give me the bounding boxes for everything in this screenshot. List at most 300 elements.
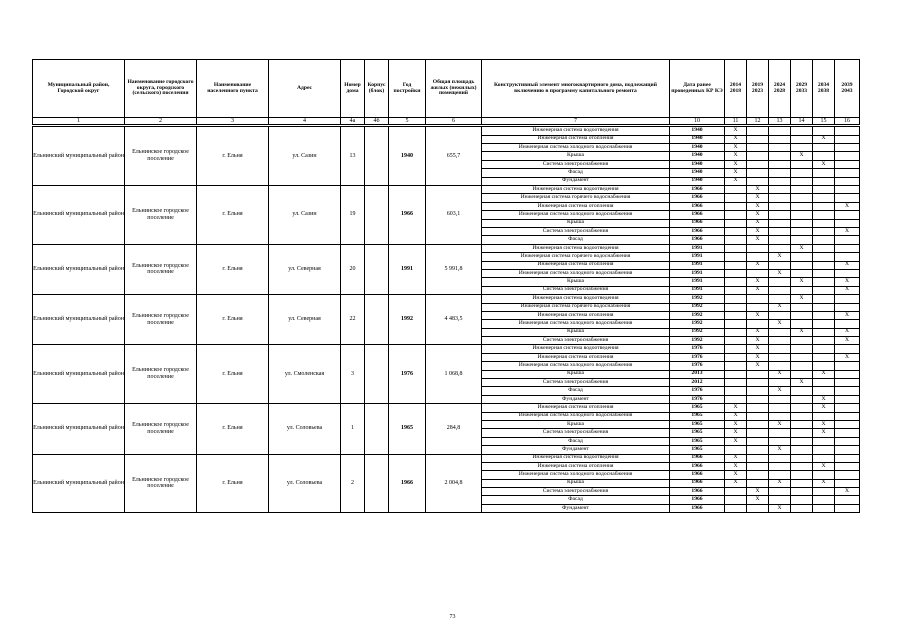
column-number: 16 [835, 118, 860, 125]
element-name-cell: Инженерная система горячего водоснабжения [482, 194, 670, 202]
period-mark-cell [813, 454, 835, 462]
period-mark-cell: X [791, 152, 813, 160]
period-mark-cell [835, 379, 860, 387]
period-mark-cell [791, 387, 813, 395]
period-mark-cell [813, 202, 835, 210]
column-number: 4 [269, 118, 341, 125]
period-mark-cell [769, 337, 791, 345]
header-locality: Наименование населенного пункта [197, 60, 269, 118]
period-mark-cell [813, 236, 835, 244]
period-mark-cell [725, 496, 747, 504]
period-mark-cell [813, 227, 835, 235]
area-cell: 5 991,8 [426, 244, 482, 294]
period-mark-cell [747, 437, 769, 445]
element-name-cell: Фасад [482, 387, 670, 395]
period-mark-cell [813, 186, 835, 194]
period-mark-cell [791, 370, 813, 378]
period-mark-cell [747, 370, 769, 378]
period-mark-cell [725, 303, 747, 311]
locality-cell: г. Ельня [197, 244, 269, 294]
period-mark-cell: X [769, 253, 791, 261]
period-mark-cell [835, 404, 860, 412]
period-mark-cell: X [791, 278, 813, 286]
period-mark-cell [835, 152, 860, 160]
element-name-cell: Инженерная система водоотведения [482, 454, 670, 462]
district-cell: Ельнинский муниципальный район [33, 186, 125, 245]
period-mark-cell [725, 345, 747, 353]
period-mark-cell [813, 253, 835, 261]
element-name-cell: Инженерная система горячего водоснабжения [482, 303, 670, 311]
prev-repair-date-cell: 1966 [670, 488, 725, 496]
period-mark-cell: X [813, 462, 835, 470]
prev-repair-date-cell: 1991 [670, 269, 725, 277]
element-name-cell: Инженерная система отопления [482, 202, 670, 210]
period-mark-cell [725, 353, 747, 361]
prev-repair-date-cell: 1965 [670, 412, 725, 420]
prev-repair-date-cell: 1966 [670, 211, 725, 219]
block-cell [365, 345, 389, 404]
period-mark-cell [791, 311, 813, 319]
period-mark-cell [769, 429, 791, 437]
period-mark-cell [769, 236, 791, 244]
period-mark-cell [835, 194, 860, 202]
column-number: 13 [769, 118, 791, 125]
header-period-2019: 2019 2023 [747, 60, 769, 118]
column-number: 2 [125, 118, 197, 125]
period-mark-cell [747, 320, 769, 328]
element-name-cell: Инженерная система водоотведения [482, 295, 670, 303]
header-area: Общая площадь жилых (нежилых) помещений [426, 60, 482, 118]
period-mark-cell [747, 152, 769, 160]
period-mark-cell [769, 295, 791, 303]
prev-repair-date-cell: 1966 [670, 462, 725, 470]
construction-year-cell: 1966 [389, 454, 426, 513]
header-period-2024: 2024 2028 [769, 60, 791, 118]
period-mark-cell [813, 244, 835, 252]
period-mark-cell [835, 177, 860, 185]
period-mark-cell [813, 127, 835, 135]
block-cell [365, 295, 389, 345]
prev-repair-date-cell: 1965 [670, 429, 725, 437]
period-mark-cell [769, 311, 791, 319]
element-name-cell: Система электроснабжения [482, 379, 670, 387]
header-period-2014: 2014 2018 [725, 60, 747, 118]
prev-repair-date-cell: 1992 [670, 303, 725, 311]
period-mark-cell [813, 219, 835, 227]
period-mark-cell: X [835, 328, 860, 336]
prev-repair-date-cell: 1965 [670, 437, 725, 445]
page-number: 73 [449, 614, 456, 620]
prev-repair-date-cell: 1991 [670, 253, 725, 261]
period-mark-cell [813, 278, 835, 286]
period-mark-cell [791, 202, 813, 210]
period-mark-cell: X [791, 295, 813, 303]
prev-repair-date-cell: 1940 [670, 177, 725, 185]
house-number-cell: 1 [341, 404, 365, 454]
period-mark-cell: X [725, 412, 747, 420]
element-name-cell: Инженерная система отопления [482, 404, 670, 412]
table-row [33, 345, 860, 353]
block-cell [365, 404, 389, 454]
column-number: 3 [197, 118, 269, 125]
period-mark-cell: X [725, 462, 747, 470]
period-mark-cell [769, 169, 791, 177]
period-mark-cell [791, 429, 813, 437]
period-mark-cell [769, 328, 791, 336]
prev-repair-date-cell: 1966 [670, 202, 725, 210]
period-mark-cell [791, 395, 813, 403]
column-number: 4а [341, 118, 365, 125]
period-mark-cell [835, 244, 860, 252]
period-mark-cell [725, 211, 747, 219]
period-mark-cell [791, 412, 813, 420]
period-mark-cell [813, 295, 835, 303]
period-mark-cell [791, 236, 813, 244]
period-mark-cell: X [835, 337, 860, 345]
element-name-cell: Фундамент [482, 177, 670, 185]
period-mark-cell [791, 303, 813, 311]
period-mark-cell [813, 471, 835, 479]
period-mark-cell [725, 370, 747, 378]
locality-cell: г. Ельня [197, 295, 269, 345]
period-mark-cell [813, 152, 835, 160]
period-mark-cell [813, 488, 835, 496]
construction-year-cell: 1966 [389, 186, 426, 245]
element-name-cell: Фасад [482, 437, 670, 445]
header-row [33, 60, 860, 118]
period-mark-cell [835, 127, 860, 135]
period-mark-cell: X [725, 127, 747, 135]
period-mark-cell [835, 320, 860, 328]
period-mark-cell [835, 446, 860, 454]
block-cell [365, 244, 389, 294]
period-mark-cell [791, 269, 813, 277]
element-name-cell: Инженерная система водоотведения [482, 127, 670, 135]
period-mark-cell [725, 278, 747, 286]
period-mark-cell [747, 454, 769, 462]
prev-repair-date-cell: 1966 [670, 186, 725, 194]
period-mark-cell [813, 303, 835, 311]
period-mark-cell [813, 353, 835, 361]
period-mark-cell [813, 311, 835, 319]
header-block: Корпус (блок) [365, 60, 389, 118]
prev-repair-date-cell: 1976 [670, 387, 725, 395]
period-mark-cell [813, 144, 835, 152]
locality-cell: г. Ельня [197, 186, 269, 245]
construction-year-cell: 1965 [389, 404, 426, 454]
period-mark-cell [791, 337, 813, 345]
period-mark-cell [725, 311, 747, 319]
period-mark-cell [835, 437, 860, 445]
period-mark-cell [791, 169, 813, 177]
prev-repair-date-cell: 1965 [670, 420, 725, 428]
period-mark-cell: X [747, 328, 769, 336]
period-mark-cell [747, 395, 769, 403]
period-mark-cell [791, 160, 813, 168]
period-mark-cell: X [747, 236, 769, 244]
block-cell [365, 454, 389, 513]
period-mark-cell [813, 412, 835, 420]
period-mark-cell: X [747, 202, 769, 210]
period-mark-cell [747, 303, 769, 311]
period-mark-cell [813, 387, 835, 395]
prev-repair-date-cell: 1966 [670, 479, 725, 487]
element-name-cell: Инженерная система водоотведения [482, 186, 670, 194]
period-mark-cell [747, 429, 769, 437]
period-mark-cell: X [813, 404, 835, 412]
header-settlement-type: Наименование городского округа, городского (сельского) поселения [125, 60, 197, 118]
period-mark-cell: X [747, 337, 769, 345]
period-mark-cell [725, 244, 747, 252]
period-mark-cell [725, 446, 747, 454]
column-number: 11 [725, 118, 747, 125]
period-mark-cell [725, 261, 747, 269]
element-name-cell: Фасад [482, 496, 670, 504]
period-mark-cell [725, 362, 747, 370]
element-name-cell: Крыша [482, 370, 670, 378]
period-mark-cell [791, 404, 813, 412]
element-name-cell: Инженерная система отопления [482, 462, 670, 470]
period-mark-cell [835, 454, 860, 462]
period-mark-cell [835, 479, 860, 487]
period-mark-cell [791, 353, 813, 361]
period-mark-cell [791, 504, 813, 512]
locality-cell: г. Ельня [197, 127, 269, 186]
period-mark-cell: X [835, 278, 860, 286]
district-cell: Ельнинский муниципальный район [33, 404, 125, 454]
period-mark-cell [835, 370, 860, 378]
street-cell: ул. Смоленская [269, 345, 341, 404]
period-mark-cell: X [813, 160, 835, 168]
period-mark-cell [835, 504, 860, 512]
period-mark-cell [725, 320, 747, 328]
settlement-cell: Ельнинское городское поселение [125, 345, 197, 404]
period-mark-cell: X [813, 135, 835, 143]
period-mark-cell [769, 152, 791, 160]
period-mark-cell [791, 253, 813, 261]
period-mark-cell [769, 471, 791, 479]
period-mark-cell [747, 253, 769, 261]
period-mark-cell: X [725, 471, 747, 479]
area-cell: 655,7 [426, 127, 482, 186]
prev-repair-date-cell: 1991 [670, 278, 725, 286]
period-mark-cell [725, 202, 747, 210]
header-house: Номер дома [341, 60, 365, 118]
period-mark-cell: X [769, 504, 791, 512]
locality-cell: г. Ельня [197, 404, 269, 454]
table-row [33, 295, 860, 303]
period-mark-cell [835, 219, 860, 227]
prev-repair-date-cell: 1991 [670, 286, 725, 294]
street-cell: ул. Северная [269, 295, 341, 345]
period-mark-cell [791, 177, 813, 185]
prev-repair-date-cell: 1992 [670, 311, 725, 319]
period-mark-cell [835, 303, 860, 311]
period-mark-cell [791, 186, 813, 194]
period-mark-cell [769, 186, 791, 194]
house-number-cell: 20 [341, 244, 365, 294]
period-mark-cell [813, 269, 835, 277]
period-mark-cell [725, 186, 747, 194]
period-mark-cell [835, 236, 860, 244]
period-mark-cell [769, 395, 791, 403]
element-name-cell: Инженерная система холодного водоснабжения [482, 144, 670, 152]
period-mark-cell: X [835, 227, 860, 235]
element-name-cell: Система электроснабжения [482, 286, 670, 294]
period-mark-cell [835, 420, 860, 428]
period-mark-cell: X [835, 286, 860, 294]
period-mark-cell [769, 278, 791, 286]
table-body [33, 118, 860, 513]
prev-repair-date-cell: 1940 [670, 160, 725, 168]
column-number: 6 [426, 118, 482, 125]
period-mark-cell: X [747, 311, 769, 319]
column-number: 1 [33, 118, 125, 125]
prev-repair-date-cell: 1940 [670, 135, 725, 143]
period-mark-cell [835, 362, 860, 370]
area-cell: 603,1 [426, 186, 482, 245]
prev-repair-date-cell: 1940 [670, 144, 725, 152]
period-mark-cell: X [747, 488, 769, 496]
prev-repair-date-cell: 1991 [670, 261, 725, 269]
house-number-cell: 13 [341, 127, 365, 186]
period-mark-cell: X [769, 370, 791, 378]
period-mark-cell: X [835, 261, 860, 269]
table-row [33, 127, 860, 135]
district-cell: Ельнинский муниципальный район [33, 295, 125, 345]
period-mark-cell [813, 362, 835, 370]
period-mark-cell: X [813, 479, 835, 487]
period-mark-cell [791, 194, 813, 202]
area-cell: 4 483,5 [426, 295, 482, 345]
period-mark-cell [747, 160, 769, 168]
period-mark-cell: X [791, 379, 813, 387]
element-name-cell: Инженерная система водоотведения [482, 345, 670, 353]
period-mark-cell [791, 211, 813, 219]
settlement-cell: Ельнинское городское поселение [125, 454, 197, 513]
period-mark-cell [791, 479, 813, 487]
area-cell: 1 068,8 [426, 345, 482, 404]
element-name-cell: Инженерная система отопления [482, 261, 670, 269]
element-name-cell: Инженерная система холодного водоснабжения [482, 362, 670, 370]
period-mark-cell [725, 253, 747, 261]
period-mark-cell: X [747, 211, 769, 219]
period-mark-cell [813, 496, 835, 504]
period-mark-cell: X [725, 169, 747, 177]
period-mark-cell [747, 144, 769, 152]
period-mark-cell [791, 219, 813, 227]
period-mark-cell [791, 320, 813, 328]
prev-repair-date-cell: 1966 [670, 219, 725, 227]
period-mark-cell [769, 227, 791, 235]
element-name-cell: Крыша [482, 328, 670, 336]
construction-year-cell: 1940 [389, 127, 426, 186]
period-mark-cell [725, 387, 747, 395]
period-mark-cell: X [747, 227, 769, 235]
period-mark-cell [769, 160, 791, 168]
period-mark-cell [769, 286, 791, 294]
period-mark-cell [813, 379, 835, 387]
period-mark-cell: X [769, 420, 791, 428]
period-mark-cell [747, 169, 769, 177]
period-mark-cell [835, 295, 860, 303]
period-mark-cell [769, 261, 791, 269]
period-mark-cell [813, 169, 835, 177]
house-number-cell: 2 [341, 454, 365, 513]
period-mark-cell: X [725, 429, 747, 437]
period-mark-cell [747, 177, 769, 185]
period-mark-cell [769, 496, 791, 504]
period-mark-cell: X [747, 261, 769, 269]
settlement-cell: Ельнинское городское поселение [125, 186, 197, 245]
district-cell: Ельнинский муниципальный район [33, 244, 125, 294]
period-mark-cell [791, 286, 813, 294]
period-mark-cell [835, 412, 860, 420]
prev-repair-date-cell: 1966 [670, 454, 725, 462]
capital-repair-table [32, 59, 860, 513]
street-cell: ул. Северная [269, 244, 341, 294]
column-number: 4б [365, 118, 389, 125]
period-mark-cell [769, 454, 791, 462]
period-mark-cell: X [813, 420, 835, 428]
element-name-cell: Фундамент [482, 446, 670, 454]
period-mark-cell [725, 337, 747, 345]
header-period-2039: 2039 2043 [835, 60, 860, 118]
period-mark-cell [791, 437, 813, 445]
period-mark-cell [791, 446, 813, 454]
period-mark-cell: X [769, 320, 791, 328]
period-mark-cell [813, 345, 835, 353]
table-row [33, 244, 860, 252]
element-name-cell: Инженерная система холодного водоснабжения [482, 269, 670, 277]
period-mark-cell [835, 471, 860, 479]
period-mark-cell [813, 177, 835, 185]
prev-repair-date-cell: 1966 [670, 236, 725, 244]
period-mark-cell [725, 395, 747, 403]
prev-repair-date-cell: 1976 [670, 395, 725, 403]
period-mark-cell [835, 345, 860, 353]
period-mark-cell [791, 420, 813, 428]
period-mark-cell [835, 144, 860, 152]
period-mark-cell [725, 219, 747, 227]
element-name-cell: Крыша [482, 152, 670, 160]
prev-repair-date-cell: 1966 [670, 194, 725, 202]
period-mark-cell: X [835, 488, 860, 496]
locality-cell: г. Ельня [197, 345, 269, 404]
element-name-cell: Крыша [482, 420, 670, 428]
element-name-cell: Инженерная система водоотведения [482, 244, 670, 252]
period-mark-cell [791, 454, 813, 462]
period-mark-cell [725, 227, 747, 235]
area-cell: 284,8 [426, 404, 482, 454]
prev-repair-date-cell: 1965 [670, 446, 725, 454]
area-cell: 2 004,8 [426, 454, 482, 513]
column-number: 7 [482, 118, 670, 125]
period-mark-cell [725, 488, 747, 496]
element-name-cell: Система электроснабжения [482, 429, 670, 437]
period-mark-cell: X [769, 479, 791, 487]
period-mark-cell: X [791, 328, 813, 336]
prev-repair-date-cell: 1965 [670, 404, 725, 412]
period-mark-cell [835, 160, 860, 168]
settlement-cell: Ельнинское городское поселение [125, 295, 197, 345]
element-name-cell: Инженерная система отопления [482, 311, 670, 319]
period-mark-cell [791, 471, 813, 479]
period-mark-cell [791, 127, 813, 135]
element-name-cell: Инженерная система холодного водоснабжения [482, 471, 670, 479]
header-municipal: Муниципальный район, Городской округ [33, 60, 125, 118]
element-name-cell: Система электроснабжения [482, 337, 670, 345]
